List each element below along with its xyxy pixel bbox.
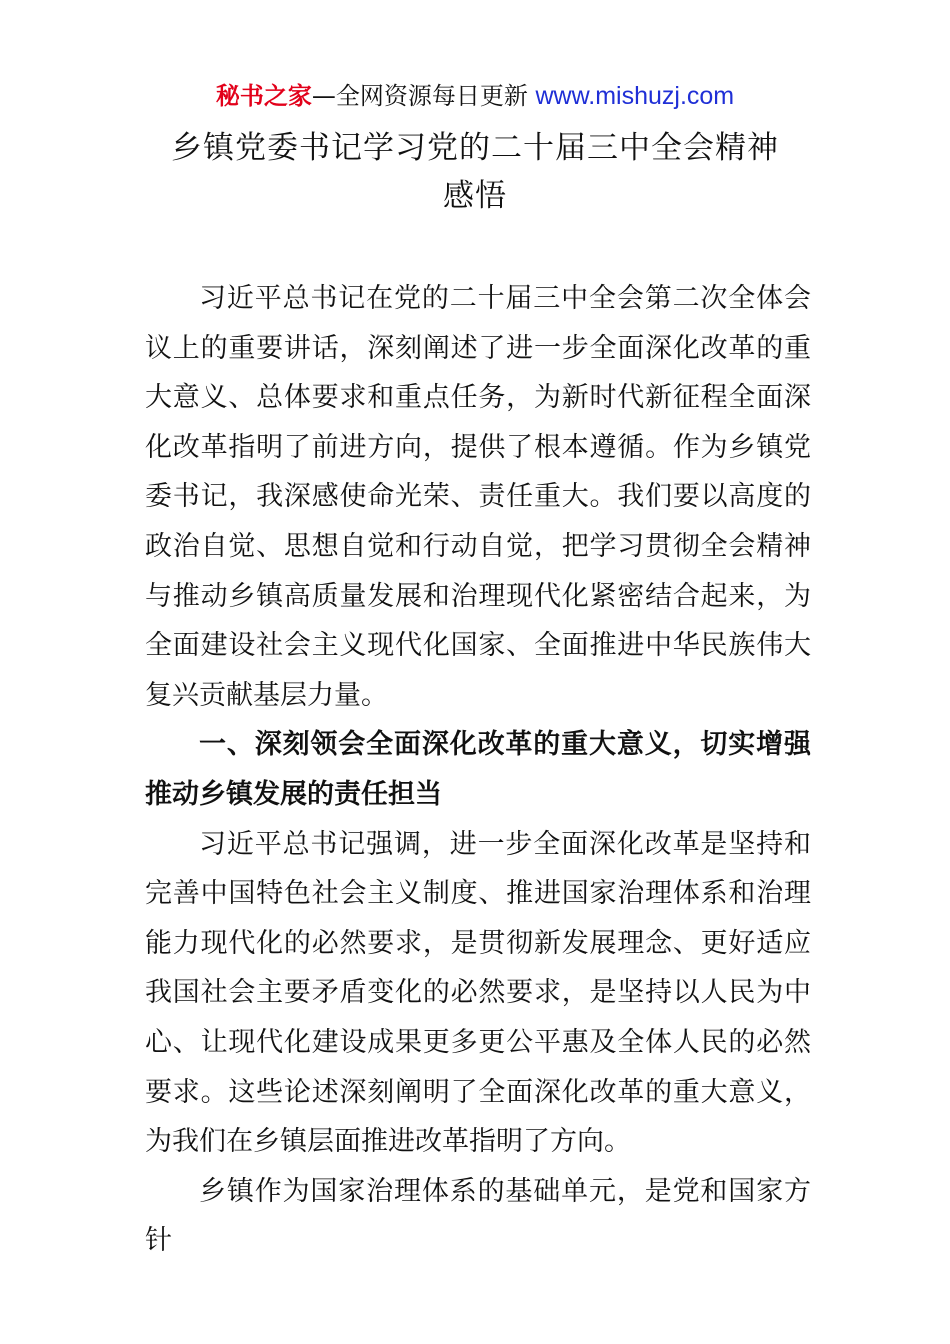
document-body	[145, 274, 811, 1266]
site-header	[0, 80, 950, 112]
document-title-line-1: 乡镇党委书记学习党的二十届三中全会精神	[171, 130, 779, 166]
body-paragraph: 乡镇作为国家治理体系的基础单元，是党和国家方针	[145, 1175, 811, 1257]
document-title	[100, 124, 850, 220]
site-brand: 秘书之家	[215, 82, 312, 110]
site-tagline: —全网资源每日更新	[311, 82, 536, 110]
site-url-link[interactable]: www.mishuzj.com	[535, 82, 735, 110]
section-heading: 一、深刻领会全面深化改革的重大意义，切实增强推动乡镇发展的责任担当	[145, 729, 811, 810]
body-paragraph: 习近平总书记在党的二十届三中全会第二次全体会议上的重要讲话，深刻阐述了进一步全面深化改革的重大意义、总体要求和重点任务，为新时代新征程全面深化改革指明了前进方向，提供了根本遵循。作为乡镇党委书记，我深感使命光荣、责任重大。我们要以高度的政治自觉、思想自觉和行动自觉，把学习贯彻全会精神与推动乡镇高质量发展和治理现代化紧密结合起来，为全面建设社会主义现代化国家、全面推进中华民族伟大复兴贡献基层力量。	[145, 283, 811, 711]
body-paragraph: 习近平总书记强调，进一步全面深化改革是坚持和完善中国特色社会主义制度、推进国家治理体系和治理能力现代化的必然要求，是贯彻新发展理念、更好适应我国社会主要矛盾变化的必然要求，是坚持以人民为中心、让现代化建设成果更多更公平惠及全体人民的必然要求。这些论述深刻阐明了全面深化改革的重大意义，为我们在乡镇层面推进改革指明了方向。	[145, 828, 811, 1158]
document-title-line-2: 感悟	[443, 178, 507, 214]
